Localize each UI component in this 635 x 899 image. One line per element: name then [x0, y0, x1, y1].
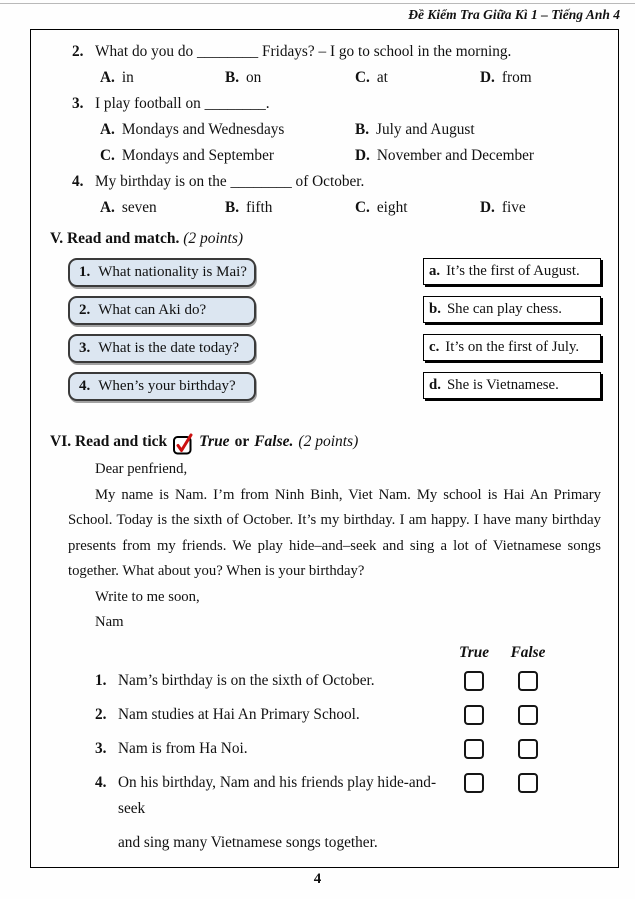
false-checkbox[interactable] — [518, 671, 538, 691]
option-label: B. — [225, 69, 240, 86]
section-vi-points: (2 points) — [298, 433, 359, 450]
option-b[interactable] — [355, 117, 600, 143]
option-text: July and August — [376, 121, 475, 138]
statement-number: 2. — [95, 705, 107, 723]
option-text: in — [121, 69, 134, 86]
match-question-number: 4. — [79, 378, 91, 394]
question-3 — [72, 91, 600, 117]
document-header-title: Đề Kiểm Tra Giữa Kì 1 – Tiếng Anh 4 — [408, 7, 620, 22]
question-4-options — [100, 195, 600, 221]
option-label: C. — [355, 199, 370, 216]
true-false-header — [95, 640, 618, 666]
option-a[interactable] — [100, 117, 355, 143]
option-label: D. — [355, 147, 370, 164]
option-label: D. — [480, 69, 495, 86]
true-word: True — [199, 433, 230, 450]
true-checkbox[interactable] — [464, 705, 484, 725]
false-checkbox[interactable] — [518, 773, 538, 793]
option-label: B. — [225, 199, 240, 216]
question-number: 2. — [72, 43, 84, 60]
letter-signature: Nam — [95, 614, 124, 630]
match-answer-text: It’s the first of August. — [446, 263, 580, 279]
statement-number: 4. — [95, 773, 107, 791]
true-column-header: True — [458, 643, 490, 661]
option-c[interactable] — [100, 143, 355, 169]
statement-row-4 — [95, 770, 618, 856]
section-vi-title: VI. Read and tick — [50, 433, 168, 450]
option-text: on — [246, 69, 262, 86]
option-text: eight — [376, 199, 408, 216]
statement-row-2 — [95, 702, 618, 728]
option-text: fifth — [246, 199, 273, 216]
letter-body: My name is Nam. I’m from Ninh Binh, Viet Nam. My school is Hai An Primary School. Today is the sixth of October. It’s my birthday. I am happy. I have many birthday presents from my friends. We play hide–and–seek and sing a lot of Vietnamese songs together. What about you? When is your birthday? — [68, 486, 601, 579]
question-number: 4. — [72, 173, 84, 190]
match-row — [68, 372, 601, 401]
option-c[interactable] — [355, 65, 480, 91]
page-number: 4 — [313, 871, 322, 887]
checked-checkbox-icon — [172, 432, 194, 456]
match-question-text: What can Aki do? — [98, 302, 207, 318]
statement-text: Nam studies at Hai An Primary School. — [118, 705, 360, 723]
statement-text-line-2: and sing many Vietnamese songs together. — [118, 833, 378, 851]
question-4 — [72, 169, 600, 195]
match-row — [68, 334, 601, 363]
option-d[interactable] — [480, 65, 600, 91]
letter-closing: Write to me soon, — [95, 588, 200, 605]
statement-row-1 — [95, 668, 618, 694]
option-a[interactable] — [100, 65, 225, 91]
statement-text: Nam’s birthday is on the sixth of October. — [118, 671, 375, 689]
option-label: A. — [100, 121, 115, 138]
option-label: B. — [355, 121, 370, 138]
match-question-number: 3. — [79, 340, 91, 356]
question-number: 3. — [72, 95, 84, 112]
match-answer-b[interactable] — [423, 296, 601, 323]
match-answer-d[interactable] — [423, 372, 601, 399]
match-answer-letter: d. — [429, 377, 441, 393]
section-v-heading — [50, 226, 618, 252]
read-and-match-area — [68, 258, 601, 401]
section-v-title: V. Read and match. — [50, 230, 180, 247]
question-2 — [72, 39, 600, 65]
statement-text-line-1: On his birthday, Nam and his friends play hide-and-seek — [118, 773, 437, 817]
match-answer-text: She is Vietnamese. — [446, 377, 559, 393]
option-text: from — [501, 69, 532, 86]
option-text: seven — [121, 199, 157, 216]
question-2-options — [100, 65, 600, 91]
match-answer-c[interactable] — [423, 334, 601, 361]
statement-row-3 — [95, 736, 618, 762]
option-b[interactable] — [225, 65, 355, 91]
false-checkbox[interactable] — [518, 739, 538, 759]
option-text: at — [376, 69, 388, 86]
match-answer-a[interactable] — [423, 258, 601, 285]
section-v-points: (2 points) — [183, 230, 244, 247]
match-question-text: What is the date today? — [98, 340, 240, 356]
statement-number: 1. — [95, 671, 107, 689]
option-label: C. — [100, 147, 115, 164]
true-checkbox[interactable] — [464, 671, 484, 691]
option-d[interactable] — [355, 143, 600, 169]
option-a[interactable] — [100, 195, 225, 221]
false-word: False. — [254, 433, 294, 450]
question-3-options-row-2 — [100, 143, 600, 169]
match-question-4[interactable] — [68, 372, 256, 401]
match-row — [68, 258, 601, 287]
question-text: What do you do ________ Fridays? – I go to school in the morning. — [95, 43, 512, 60]
option-b[interactable] — [225, 195, 355, 221]
false-column-header: False — [510, 643, 546, 661]
reading-passage — [68, 457, 601, 636]
match-question-number: 2. — [79, 302, 91, 318]
match-answer-text: She can play chess. — [446, 301, 562, 317]
option-c[interactable] — [355, 195, 480, 221]
true-checkbox[interactable] — [464, 739, 484, 759]
option-label: C. — [355, 69, 370, 86]
question-3-options-row-1 — [100, 117, 600, 143]
option-label: A. — [100, 199, 115, 216]
match-row — [68, 296, 601, 325]
match-question-number: 1. — [79, 264, 91, 280]
top-divider — [0, 3, 635, 4]
match-answer-letter: b. — [429, 301, 441, 317]
option-text: five — [501, 199, 526, 216]
match-answer-letter: a. — [429, 263, 441, 279]
question-text: I play football on ________. — [95, 95, 270, 112]
multiple-choice-section — [31, 30, 618, 221]
true-false-section — [95, 640, 618, 856]
option-label: D. — [480, 199, 495, 216]
match-question-2[interactable] — [68, 296, 256, 325]
match-question-1[interactable] — [68, 258, 256, 287]
question-text: My birthday is on the ________ of October. — [95, 173, 365, 190]
option-d[interactable] — [480, 195, 600, 221]
option-label: A. — [100, 69, 115, 86]
false-checkbox[interactable] — [518, 705, 538, 725]
statement-text — [118, 770, 447, 856]
match-answer-text: It’s on the first of July. — [445, 339, 580, 355]
option-text: Mondays and September — [121, 147, 274, 164]
letter-salutation: Dear penfriend, — [95, 461, 188, 477]
option-text: Mondays and Wednesdays — [121, 121, 285, 138]
match-question-text: What nationality is Mai? — [98, 264, 247, 280]
match-question-3[interactable] — [68, 334, 256, 363]
match-question-text: When’s your birthday? — [98, 378, 236, 394]
section-vi-heading — [50, 428, 618, 455]
statement-number: 3. — [95, 739, 107, 757]
statement-text: Nam is from Ha Noi. — [118, 739, 248, 757]
true-checkbox[interactable] — [464, 773, 484, 793]
match-answer-letter: c. — [429, 339, 440, 355]
or-word: or — [234, 433, 250, 450]
option-text: November and December — [376, 147, 535, 164]
content-border-box — [30, 29, 619, 868]
